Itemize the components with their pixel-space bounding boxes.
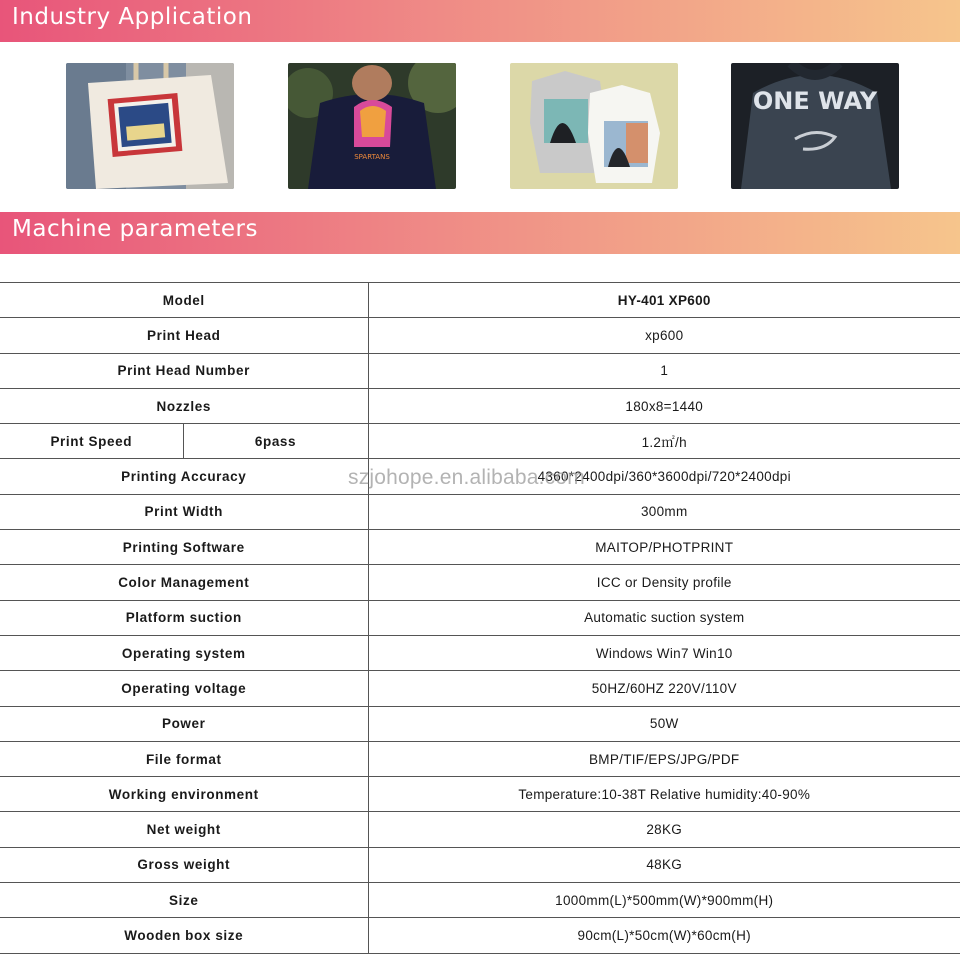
param-label: Nozzles: [0, 388, 368, 423]
param-value: HY-401 XP600: [368, 283, 960, 318]
param-label: Wooden box size: [0, 918, 368, 953]
machine-parameters-banner: [0, 212, 960, 254]
table-row: [0, 494, 960, 529]
param-value: ICC or Density profile: [368, 565, 960, 600]
param-value: 300mm: [368, 494, 960, 529]
param-value: Temperature:10-38T Relative humidity:40-90%: [368, 777, 960, 812]
table-row: [0, 706, 960, 741]
param-label: Net weight: [0, 812, 368, 847]
param-value: 28KG: [368, 812, 960, 847]
table-row: [0, 883, 960, 918]
param-label: Printing Accuracy: [0, 459, 368, 494]
tshirt-spartans-print-photo: [288, 63, 456, 189]
table-row: [0, 812, 960, 847]
param-label: Platform suction: [0, 600, 368, 635]
one-way-print-text: ONE WAY: [752, 87, 878, 115]
table-row: [0, 635, 960, 670]
param-value: xp600: [368, 318, 960, 353]
param-label: Print Width: [0, 494, 368, 529]
machine-parameters-table: [0, 282, 960, 954]
param-value: MAITOP/PHOTPRINT: [368, 530, 960, 565]
param-label: Gross weight: [0, 847, 368, 882]
param-label: Size: [0, 883, 368, 918]
table-row: [0, 353, 960, 388]
param-label: Print Head Number: [0, 353, 368, 388]
param-sublabel: 6pass: [183, 424, 368, 459]
table-row: [0, 918, 960, 953]
param-value: 1000mm(L)*500mm(W)*900mm(H): [368, 883, 960, 918]
param-label: Model: [0, 283, 368, 318]
tote-bag-print-photo: [66, 63, 234, 189]
param-value: BMP/TIF/EPS/JPG/PDF: [368, 741, 960, 776]
spartans-print-text: SPARTANS: [354, 153, 390, 161]
param-label: Color Management: [0, 565, 368, 600]
machine-parameters-title: Machine parameters: [12, 216, 258, 242]
param-value: 90cm(L)*50cm(W)*60cm(H): [368, 918, 960, 953]
param-label: Operating voltage: [0, 671, 368, 706]
param-label: Print Speed: [0, 424, 183, 459]
param-label: Power: [0, 706, 368, 741]
white-tshirts-print-photo: [510, 63, 678, 189]
table-row: [0, 847, 960, 882]
param-label: Print Head: [0, 318, 368, 353]
table-row: [0, 424, 960, 459]
param-value: 1: [368, 353, 960, 388]
param-value: 50HZ/60HZ 220V/110V: [368, 671, 960, 706]
table-row: [0, 671, 960, 706]
table-row: [0, 283, 960, 318]
table-row: [0, 530, 960, 565]
industry-application-banner: [0, 0, 960, 42]
table-row: [0, 318, 960, 353]
table-row: [0, 741, 960, 776]
param-value: 1.2㎡/h: [368, 424, 960, 459]
table-row: [0, 777, 960, 812]
param-label: File format: [0, 741, 368, 776]
table-row: [0, 388, 960, 423]
table-row: [0, 600, 960, 635]
param-value: 4360*2400dpi/360*3600dpi/720*2400dpi: [368, 459, 960, 494]
watermark-text: szjohope.en.alibaba.com: [348, 466, 585, 489]
table-row: [0, 565, 960, 600]
param-label: Printing Software: [0, 530, 368, 565]
param-label: Working environment: [0, 777, 368, 812]
param-value: 48KG: [368, 847, 960, 882]
param-value: Windows Win7 Win10: [368, 635, 960, 670]
param-value: 50W: [368, 706, 960, 741]
hoodie-one-way-print-photo: [731, 63, 899, 189]
param-label: Operating system: [0, 635, 368, 670]
param-value: 180x8=1440: [368, 388, 960, 423]
industry-application-title: Industry Application: [12, 4, 253, 30]
param-value: Automatic suction system: [368, 600, 960, 635]
